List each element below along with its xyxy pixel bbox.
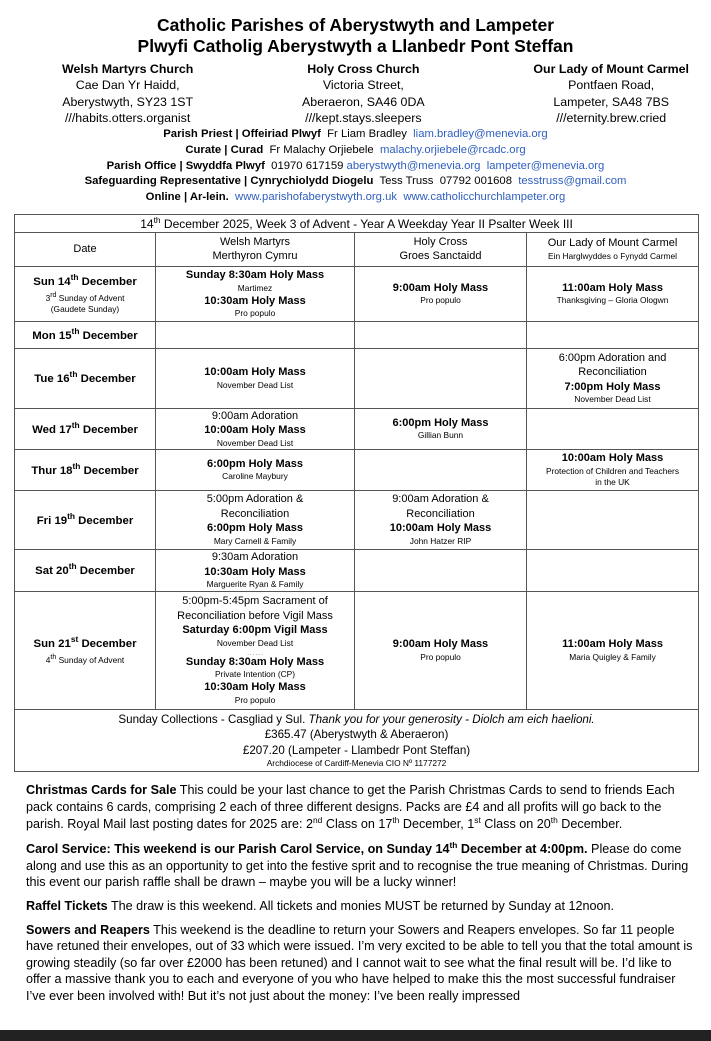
safeguarding-name: Tess Truss: [379, 175, 434, 188]
office-email-link[interactable]: lampeter@menevia.org: [486, 159, 605, 172]
date-cell: Sun 14th December 3rd Sunday of Advent (Gaudete Sunday): [15, 266, 156, 321]
holy-cross-cell: [355, 321, 527, 348]
schedule-row-mon15: [15, 321, 699, 348]
charity-number: Archdiocese of Cardiff-Menevia CIO Nº 1177272: [266, 758, 447, 768]
church-address-line: Lampeter, SA48 7BS: [553, 94, 670, 109]
date-column-header: Date: [15, 232, 156, 266]
collection-amount: £207.20 (Lampeter - Llambedr Pont Steffan): [242, 743, 471, 757]
mount-carmel-cell: [527, 321, 699, 348]
mount-carmel-cell: 11:00am Holy Mass Thanksgiving – Gloria Ologwn: [527, 266, 699, 321]
priest-email-link[interactable]: liam.bradley@menevia.org: [413, 128, 548, 141]
safeguarding-phone: 07792 001608: [439, 175, 512, 188]
holy-cross-cell: 9:00am Holy Mass Pro populo: [355, 591, 527, 709]
priest-label: Parish Priest | Offeiriad Plwyf: [163, 128, 321, 141]
holy-cross-cell: [355, 348, 527, 408]
mount-carmel-column-header: Our Lady of Mount Carmel Ein Harglwyddes o Fynydd Carmel: [527, 232, 699, 266]
welsh-martyrs-cell: Sunday 8:30am Holy Mass Martimez 10:30am Holy Mass Pro populo: [156, 266, 355, 321]
bottom-bar: [0, 1030, 711, 1041]
collections-heading: Sunday Collections - Casgliad y Sul. Thank you for your generosity - Diolch am eich haelioni.: [118, 712, 595, 726]
website-link[interactable]: www.parishofaberystwyth.org.uk: [235, 191, 398, 203]
week-heading-row: [15, 215, 699, 233]
welsh-martyrs-column-header: Welsh Martyrs Merthyron Cymru: [156, 232, 355, 266]
collection-amount: £365.47 (Aberystwyth & Aberaeron): [264, 728, 449, 741]
schedule-row-thu18: [15, 449, 699, 490]
office-phone: 01970 617159: [271, 159, 344, 172]
holy-cross-column-header: Holy Cross Groes Sanctaidd: [355, 232, 527, 266]
notice-sowers-reapers: Sowers and Reapers This weekend is the deadline to return your Sowers and Reapers envelopes. So far 11 people have retuned their envelopes, out of 33 which were issued. I’m very excited to be able to tell you that the total amount is growing steadily (so far over £2000 has been retuned) and I cannot wait to see what the final result will be. I’d like to offer a massive thank you to each and everyone of you who have helped to make this the most successful fundraiser I’ve ever been involved with! But it’s not just about the money: I’ve been really impressed: [26, 922, 693, 1003]
holy-cross-cell: 9:00am Adoration & Reconciliation 10:00am Holy Mass John Hatzer RIP: [355, 490, 527, 549]
notice-christmas-cards: Christmas Cards for Sale This could be your last chance to get the Parish Christmas Cards to send to friends Each pack contains 6 cards, comprising 2 each of three different designs. Packs are £4 and all profits will go back to the parish. Royal Mail last posting dates for 2025 are: 2nd Class on 17th December, 1st Class on 20th December.: [26, 783, 675, 832]
mount-carmel-cell: [527, 549, 699, 591]
page-header: [0, 0, 711, 57]
schedule-row-sun21: [15, 591, 699, 709]
welsh-martyrs-cell: 9:30am Adoration 10:30am Holy Mass Marguerite Ryan & Family: [156, 549, 355, 591]
welsh-martyrs-cell: 5:00pm Adoration & Reconciliation 6:00pm Holy Mass Mary Carnell & Family: [156, 490, 355, 549]
date-cell: Wed 17th December: [15, 408, 156, 449]
church-holy-cross: [302, 61, 425, 126]
staff-contacts: [0, 127, 711, 206]
church-welsh-martyrs: [62, 61, 193, 126]
welsh-martyrs-cell: [156, 321, 355, 348]
church-address-line: Aberaeron, SA46 0DA: [302, 94, 425, 109]
mount-carmel-cell: 6:00pm Adoration and Reconciliation 7:00pm Holy Mass November Dead List: [527, 348, 699, 408]
welsh-martyrs-cell: 5:00pm-5:45pm Sacrament of Reconciliation before Vigil Mass Saturday 6:00pm Vigil Mass November Dead List …… Sunday 8:30am Holy Mass Private Intention (CP) 10:30am Holy Mass Pro populo: [156, 591, 355, 709]
curate-label: Curate | Curad: [185, 143, 264, 156]
title-welsh: Plwyfi Catholig Aberystwyth a Llanbedr Pont Steffan: [137, 36, 574, 56]
date-cell: Sat 20th December: [15, 549, 156, 591]
church-address-line: Cae Dan Yr Haidd,: [75, 78, 180, 93]
church-name: Holy Cross Church: [307, 62, 420, 76]
safeguarding-label: Safeguarding Representative | Cynrychiolydd Diogelu: [84, 175, 374, 188]
office-email-link[interactable]: aberystwyth@menevia.org: [346, 159, 481, 172]
schedule-row-sun14: [15, 266, 699, 321]
schedule-row-wed17: [15, 408, 699, 449]
church-what3words: ///eternity.brew.cried: [556, 110, 667, 125]
notice-raffle: Raffel Tickets The draw is this weekend. All tickets and monies MUST be returned by Sunday at 12noon.: [26, 898, 615, 913]
date-cell: Thur 18th December: [15, 449, 156, 490]
online-label: Online | Ar-lein.: [145, 191, 229, 203]
holy-cross-cell: [355, 549, 527, 591]
church-what3words: ///habits.otters.organist: [64, 110, 191, 125]
parish-notices: [26, 782, 694, 1012]
church-name: Welsh Martyrs Church: [62, 62, 194, 76]
date-cell: Tue 16th December: [15, 348, 156, 408]
church-address-line: Aberystwyth, SY23 1ST: [62, 94, 194, 109]
curate-name: Fr Malachy Orjiebele: [269, 143, 374, 156]
holy-cross-cell: 9:00am Holy Mass Pro populo: [355, 266, 527, 321]
schedule-row-sat20: [15, 549, 699, 591]
mass-schedule-table: [14, 214, 699, 772]
holy-cross-cell: [355, 449, 527, 490]
date-cell: Sun 21st December 4th Sunday of Advent: [15, 591, 156, 709]
schedule-row-fri19: [15, 490, 699, 549]
website-link[interactable]: www.catholicchurchlampeter.org: [403, 191, 566, 203]
church-name: Our Lady of Mount Carmel: [533, 62, 689, 76]
priest-line: [0, 127, 711, 143]
priest-name: Fr Liam Bradley: [327, 128, 407, 141]
collections-row: [15, 709, 699, 772]
office-line: [0, 159, 711, 175]
online-line: [0, 190, 711, 206]
welsh-martyrs-cell: 9:00am Adoration 10:00am Holy Mass November Dead List: [156, 408, 355, 449]
column-header-row: [15, 232, 699, 266]
church-what3words: ///kept.stays.sleepers: [305, 110, 422, 125]
schedule-row-tue16: [15, 348, 699, 408]
church-address-line: Pontfaen Road,: [568, 78, 655, 93]
safeguarding-line: [0, 174, 711, 190]
church-address-line: Victoria Street,: [322, 78, 404, 93]
mount-carmel-cell: 11:00am Holy Mass Maria Quigley & Family: [527, 591, 699, 709]
curate-line: [0, 143, 711, 159]
date-cell: Mon 15th December: [15, 321, 156, 348]
notice-carol-service: Carol Service: This weekend is our Parish Carol Service, on Sunday 14th December at 4:00pm. Please do come along and use this as an opportunity to get into the festive sprit and to recognise the true meaning of Christmas. During this event our parish raffle shall be drawn – maybe you will be a lucky winner!: [26, 839, 689, 890]
title-english: Catholic Parishes of Aberystwyth and Lampeter: [156, 15, 555, 35]
office-label: Parish Office | Swyddfa Plwyf: [106, 159, 265, 172]
week-heading: 14th December 2025, Week 3 of Advent - Year A Weekday Year II Psalter Week III: [15, 215, 699, 233]
welsh-martyrs-cell: 6:00pm Holy Mass Caroline Maybury: [156, 449, 355, 490]
mount-carmel-cell: [527, 408, 699, 449]
curate-email-link[interactable]: malachy.orjiebele@rcadc.org: [380, 143, 526, 156]
mount-carmel-cell: 10:00am Holy Mass Protection of Children and Teachers in the UK: [527, 449, 699, 490]
holy-cross-cell: 6:00pm Holy Mass Gillian Bunn: [355, 408, 527, 449]
church-addresses: [0, 61, 711, 126]
collections-cell: [15, 709, 699, 772]
date-cell: Fri 19th December: [15, 490, 156, 549]
church-mount-carmel: [533, 61, 689, 126]
safeguarding-email-link[interactable]: tesstruss@gmail.com: [518, 175, 627, 188]
mount-carmel-cell: [527, 490, 699, 549]
welsh-martyrs-cell: 10:00am Holy Mass November Dead List: [156, 348, 355, 408]
